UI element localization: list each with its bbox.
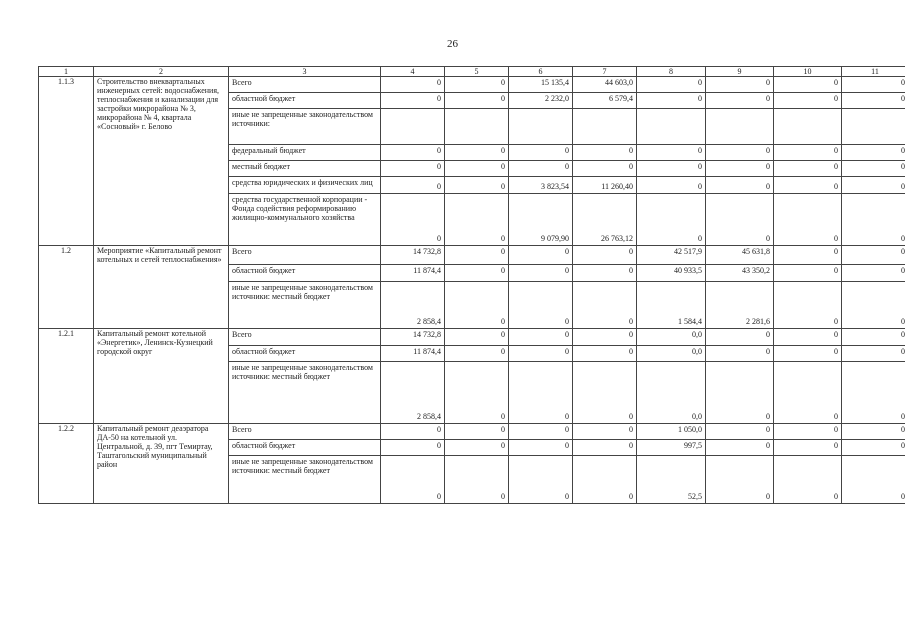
amount-cell: 0 <box>381 177 445 194</box>
amount-cell: 0 <box>842 362 905 424</box>
amount-cell: 0 <box>842 265 905 282</box>
amount-cell: 0 <box>573 424 637 440</box>
amount-cell: 0 <box>774 282 842 329</box>
amount-cell: 0 <box>381 440 445 456</box>
amount-cell: 2 858,4 <box>381 362 445 424</box>
amount-cell <box>381 109 445 145</box>
amount-cell: 0 <box>842 93 905 109</box>
amount-cell: 0 <box>573 456 637 504</box>
amount-cell: 0,0 <box>637 329 706 346</box>
amount-cell: 14 732,8 <box>381 329 445 346</box>
amount-cell: 9 079,90 <box>509 194 573 246</box>
amount-cell: 0 <box>774 93 842 109</box>
amount-cell: 0 <box>706 456 774 504</box>
funding-source: федеральный бюджет <box>229 145 381 161</box>
amount-cell: 0 <box>842 282 905 329</box>
funding-source: иные не запрещенные законодательством источники: <box>229 109 381 145</box>
amount-cell: 0 <box>842 77 905 93</box>
amount-cell <box>637 109 706 145</box>
amount-cell: 0 <box>381 194 445 246</box>
amount-cell: 6 579,4 <box>573 93 637 109</box>
page-number: 26 <box>447 38 458 50</box>
amount-cell: 0 <box>573 346 637 362</box>
amount-cell: 0 <box>637 161 706 177</box>
amount-cell: 0 <box>774 177 842 194</box>
funding-source: иные не запрещенные законодательством источники: местный бюджет <box>229 282 381 329</box>
amount-cell: 0 <box>445 456 509 504</box>
amount-cell: 0 <box>637 145 706 161</box>
amount-cell: 0 <box>706 145 774 161</box>
funding-source: областной бюджет <box>229 93 381 109</box>
amount-cell: 0 <box>573 161 637 177</box>
amount-cell: 0 <box>381 93 445 109</box>
activity-name: Капитальный ремонт деаэратора ДА-50 на котельной ул. Центральной, д. 39, пгт Темиртау, Таштагольский муниципальный район <box>94 424 229 504</box>
amount-cell: 0 <box>706 424 774 440</box>
column-header: 9 <box>706 67 774 77</box>
activity-name: Капитальный ремонт котельной «Энергетик», Ленинск-Кузнецкий городской округ <box>94 329 229 424</box>
amount-cell: 0 <box>706 161 774 177</box>
amount-cell: 0 <box>637 177 706 194</box>
funding-source: областной бюджет <box>229 440 381 456</box>
amount-cell: 0 <box>445 362 509 424</box>
funding-source: областной бюджет <box>229 265 381 282</box>
column-header: 7 <box>573 67 637 77</box>
amount-cell: 0 <box>445 194 509 246</box>
amount-cell: 0 <box>509 362 573 424</box>
amount-cell: 14 732,8 <box>381 246 445 265</box>
amount-cell: 0 <box>445 346 509 362</box>
amount-cell <box>573 109 637 145</box>
amount-cell: 2 281,6 <box>706 282 774 329</box>
amount-cell: 0 <box>573 265 637 282</box>
amount-cell: 0 <box>842 161 905 177</box>
amount-cell: 0 <box>706 77 774 93</box>
funding-source: местный бюджет <box>229 161 381 177</box>
amount-cell: 0 <box>573 246 637 265</box>
amount-cell: 11 874,4 <box>381 265 445 282</box>
amount-cell: 0 <box>706 440 774 456</box>
amount-cell: 0 <box>774 246 842 265</box>
amount-cell: 43 350,2 <box>706 265 774 282</box>
amount-cell: 40 933,5 <box>637 265 706 282</box>
amount-cell: 0 <box>381 424 445 440</box>
activity-name: Строительство внеквартальных инженерных сетей: водоснабжения, теплоснабжения и канализации для застройки микрорайона № 3, микрорайона № 4, квартала «Сосновый» г. Белово <box>94 77 229 246</box>
amount-cell: 0 <box>706 346 774 362</box>
amount-cell: 0 <box>842 145 905 161</box>
amount-cell: 0 <box>445 440 509 456</box>
column-header: 5 <box>445 67 509 77</box>
row-code: 1.2.2 <box>39 424 94 504</box>
amount-cell: 0 <box>445 282 509 329</box>
funding-source: Всего <box>229 246 381 265</box>
amount-cell <box>445 109 509 145</box>
amount-cell: 0 <box>445 177 509 194</box>
amount-cell: 0 <box>445 77 509 93</box>
amount-cell: 0 <box>774 145 842 161</box>
amount-cell: 0 <box>637 77 706 93</box>
amount-cell <box>774 109 842 145</box>
amount-cell: 0 <box>842 194 905 246</box>
amount-cell: 0 <box>509 265 573 282</box>
amount-cell: 0 <box>774 362 842 424</box>
amount-cell: 0 <box>637 93 706 109</box>
amount-cell: 0 <box>381 456 445 504</box>
amount-cell: 1 584,4 <box>637 282 706 329</box>
amount-cell: 0 <box>774 440 842 456</box>
amount-cell: 0 <box>774 346 842 362</box>
column-header: 10 <box>774 67 842 77</box>
row-code: 1.2 <box>39 246 94 329</box>
amount-cell: 2 858,4 <box>381 282 445 329</box>
funding-source: средства юридических и физических лиц <box>229 177 381 194</box>
funding-source: средства государственной корпорации - Фонда содействия реформированию жилищно-коммунального хозяйства <box>229 194 381 246</box>
amount-cell: 15 135,4 <box>509 77 573 93</box>
amount-cell: 0 <box>774 77 842 93</box>
activity-name: Мероприятие «Капитальный ремонт котельных и сетей теплоснабжения» <box>94 246 229 329</box>
amount-cell: 0 <box>842 329 905 346</box>
column-header: 11 <box>842 67 905 77</box>
amount-cell: 26 763,12 <box>573 194 637 246</box>
amount-cell: 0 <box>637 194 706 246</box>
amount-cell: 0 <box>445 246 509 265</box>
amount-cell: 2 232,0 <box>509 93 573 109</box>
row-code: 1.1.3 <box>39 77 94 246</box>
amount-cell: 44 603,0 <box>573 77 637 93</box>
funding-source: Всего <box>229 77 381 93</box>
amount-cell: 0 <box>509 282 573 329</box>
amount-cell: 0 <box>706 93 774 109</box>
amount-cell: 0 <box>573 145 637 161</box>
amount-cell: 0 <box>842 424 905 440</box>
row-code: 1.2.1 <box>39 329 94 424</box>
funding-source: иные не запрещенные законодательством источники: местный бюджет <box>229 456 381 504</box>
amount-cell: 0 <box>509 424 573 440</box>
amount-cell: 0 <box>706 329 774 346</box>
amount-cell: 0,0 <box>637 362 706 424</box>
amount-cell: 0 <box>509 329 573 346</box>
amount-cell: 0 <box>842 177 905 194</box>
amount-cell: 0 <box>774 329 842 346</box>
amount-cell: 0 <box>381 145 445 161</box>
amount-cell: 0 <box>445 93 509 109</box>
table-row <box>39 77 905 93</box>
amount-cell: 0 <box>573 440 637 456</box>
amount-cell: 0 <box>842 346 905 362</box>
amount-cell: 0 <box>445 424 509 440</box>
amount-cell: 0 <box>573 329 637 346</box>
amount-cell: 0 <box>381 77 445 93</box>
table-row <box>39 424 905 440</box>
amount-cell: 1 050,0 <box>637 424 706 440</box>
funding-source: Всего <box>229 329 381 346</box>
table-row <box>39 246 905 265</box>
amount-cell: 0 <box>706 177 774 194</box>
amount-cell: 11 260,40 <box>573 177 637 194</box>
table-row <box>39 329 905 346</box>
budget-table <box>38 66 905 504</box>
amount-cell: 0 <box>842 246 905 265</box>
amount-cell: 52,5 <box>637 456 706 504</box>
amount-cell <box>706 109 774 145</box>
amount-cell: 0 <box>381 161 445 177</box>
amount-cell: 0 <box>774 456 842 504</box>
amount-cell: 0 <box>842 456 905 504</box>
funding-source: Всего <box>229 424 381 440</box>
amount-cell: 0 <box>509 440 573 456</box>
amount-cell <box>509 109 573 145</box>
amount-cell: 0 <box>573 282 637 329</box>
column-header: 1 <box>39 67 94 77</box>
amount-cell: 0 <box>509 246 573 265</box>
funding-source: областной бюджет <box>229 346 381 362</box>
amount-cell: 3 823,54 <box>509 177 573 194</box>
amount-cell: 0 <box>842 440 905 456</box>
column-header: 2 <box>94 67 229 77</box>
amount-cell: 0 <box>445 145 509 161</box>
amount-cell: 0 <box>706 194 774 246</box>
amount-cell: 0 <box>445 329 509 346</box>
amount-cell: 0 <box>445 161 509 177</box>
amount-cell: 0 <box>445 265 509 282</box>
amount-cell: 45 631,8 <box>706 246 774 265</box>
amount-cell: 0 <box>774 194 842 246</box>
column-header: 4 <box>381 67 445 77</box>
amount-cell: 0 <box>706 362 774 424</box>
amount-cell: 0,0 <box>637 346 706 362</box>
amount-cell: 0 <box>774 265 842 282</box>
amount-cell <box>842 109 905 145</box>
amount-cell: 0 <box>509 145 573 161</box>
amount-cell: 0 <box>774 424 842 440</box>
column-header: 8 <box>637 67 706 77</box>
amount-cell: 11 874,4 <box>381 346 445 362</box>
column-header: 6 <box>509 67 573 77</box>
amount-cell: 997,5 <box>637 440 706 456</box>
amount-cell: 0 <box>509 456 573 504</box>
amount-cell: 42 517,9 <box>637 246 706 265</box>
funding-source: иные не запрещенные законодательством источники: местный бюджет <box>229 362 381 424</box>
amount-cell: 0 <box>774 161 842 177</box>
amount-cell: 0 <box>573 362 637 424</box>
column-number-row <box>39 67 905 77</box>
amount-cell: 0 <box>509 346 573 362</box>
column-header: 3 <box>229 67 381 77</box>
amount-cell: 0 <box>509 161 573 177</box>
